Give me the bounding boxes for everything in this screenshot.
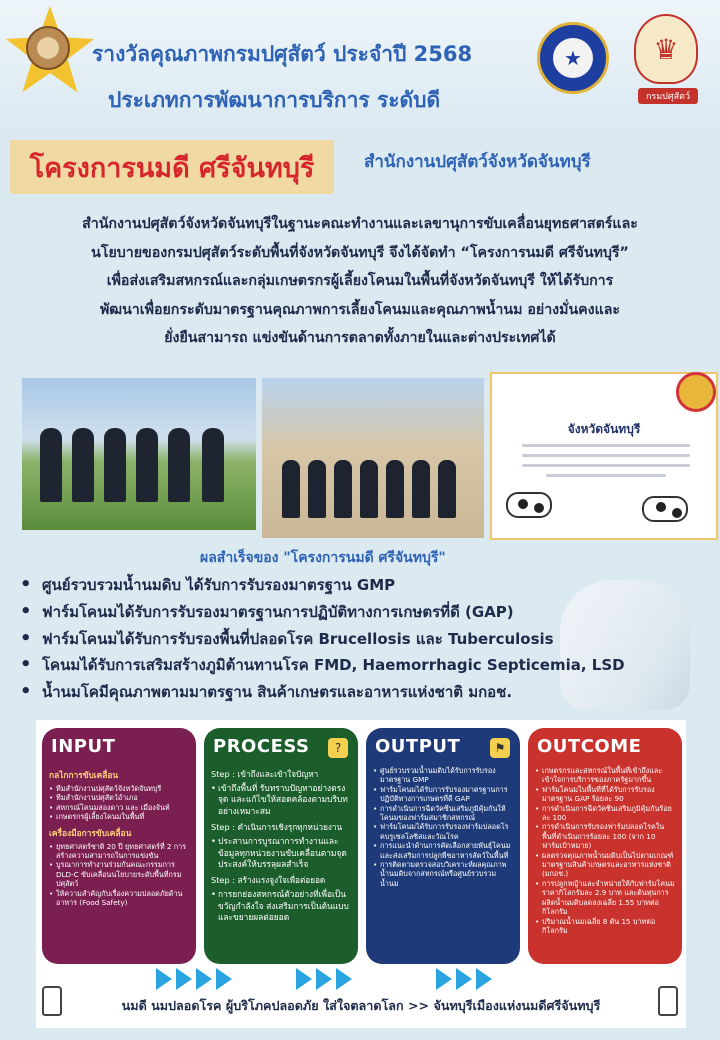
ceremony-photo: [262, 378, 484, 538]
certificate-text-line: [522, 444, 690, 447]
list-item: • เข้าถึงพื้นที่ รับทราบปัญหาอย่างตรงจุด และแก้ไขให้สอดคล้องตามบริบทอย่างเหมาะสม: [211, 783, 351, 817]
input-section-heading: เครื่องมือการขับเคลื่อน: [49, 827, 132, 838]
award-category: ประเภทการพัฒนาการบริการ ระดับดี: [108, 88, 441, 112]
process-title: PROCESS: [213, 736, 310, 757]
list-item: • ฟาร์มโคนมได้รับการรับรองมาตรฐานการปฏิบัติทางการเกษตรที่ดี GAP: [373, 785, 513, 804]
qa-icon: ?: [328, 738, 348, 758]
chevron-right-icon: [196, 968, 212, 990]
process-step: Step : สร้างแรงจูงใจเพื่อต่อยอด: [211, 875, 326, 886]
person-figure: [438, 460, 456, 518]
list-item: • ปริมาณน้ำนมเฉลี่ย 8 ตัน 15 บาทต่อกิโลกรัม: [535, 917, 675, 936]
person-figure: [40, 428, 62, 502]
cow-icon: [506, 492, 552, 518]
list-item: • สหกรณ์โคนมสองดาว และ เมืองจันท์: [49, 803, 189, 812]
list-item: • ฟาร์มโคนมได้รับการรับรองฟาร์มปลอดโรคบรูเซลโลซิสและวัณโรค: [373, 822, 513, 841]
flow-panel: [36, 720, 686, 1028]
input-section-heading: กลไกการขับเคลื่อน: [49, 770, 119, 780]
list-item: • เกษตรกรและสหกรณ์ในพื้นที่เข้าถึงและเข้าใจการบริการของภาครัฐมากขึ้น: [535, 766, 675, 785]
list-item: • ฟาร์มโคนมได้รับการรับรองพื้นที่ปลอดโรค Brucellosis และ Tuberculosis: [14, 626, 714, 653]
list-item: • ทีมสำนักงานปศุสัตว์จังหวัดจันทบุรี: [49, 784, 189, 793]
list-item: • ยุทธศาสตร์ชาติ 20 ปี ยุทธศาสตร์ที่ 2 การสร้างความสามารถในการแข่งขัน: [49, 842, 189, 861]
dld-emblem-icon: ★: [537, 22, 609, 94]
person-figure: [282, 460, 300, 518]
chevron-right-icon: [216, 968, 232, 990]
list-item: • การยกย่องสหกรณ์ตัวอย่างที่เพื่อเป็นขวัญกำลังใจ ส่งเสริมการเป็นต้นแบบและขยายผลต่อยอด: [211, 889, 351, 923]
input-list: [49, 784, 189, 822]
slogan: นมดี นมปลอดโรค ผู้บริโภคปลอดภัย ใส่ใจตลาดโลก >> จันทบุรีเมืองแห่งนมดีศรีจันทบุรี: [121, 998, 601, 1013]
process-step-list: [211, 836, 351, 870]
intro-line: เพื่อส่งเสริมสหกรณ์และกลุ่มเกษตรกรผู้เลี้ยงโคนมในพื้นที่จังหวัดจันทบุรี ให้ได้รับการ: [106, 273, 614, 289]
person-figure: [334, 460, 352, 518]
list-item: • การดำเนินการฉีดวัคซีนเสริมภูมิคุ้มกันให้โคนมของฟาร์มสมาชิกสหกรณ์: [373, 804, 513, 823]
chevron-right-icon: [476, 968, 492, 990]
output-list: [373, 766, 513, 888]
person-figure: [104, 428, 126, 502]
list-item: • น้ำนมโคมีคุณภาพตามมาตรฐาน สินค้าเกษตรและอาหารแห่งชาติ มกอช.: [14, 679, 714, 706]
list-item: • การดำเนินการรับรองฟาร์มปลอดโรคในพื้นที่ดำเนินการร้อยละ 100 (จาก 10 ฟาร์มเป้าหมาย): [535, 822, 675, 850]
department-emblem-icon: ♛: [634, 14, 698, 84]
award-title: รางวัลคุณภาพกรมปศุสัตว์ ประจำปี 2568: [92, 42, 473, 66]
chevron-right-icon: [336, 968, 352, 990]
output-title: OUTPUT: [375, 736, 461, 757]
list-item: • โคนมได้รับการเสริมสร้างภูมิต้านทานโรค FMD, Haemorrhagic Septicemia, LSD: [14, 652, 714, 679]
chevron-right-icon: [156, 968, 172, 990]
department-logo-caption: กรมปศุสัตว์: [638, 88, 698, 104]
list-item: • การปลูกหญ้าและจำหน่ายให้กับฟาร์มโคนม ราคากิโลกรัมละ 2.9 บาท และต้นทุนการผลิตน้ำนมดิบลดลงเฉลี่ย 1.55 บาทต่อกิโลกรัม: [535, 879, 675, 917]
certificate-title: จังหวัดจันทบุรี: [567, 422, 641, 436]
chevron-right-icon: [176, 968, 192, 990]
list-item: • ให้ความสำคัญกับเรื่องความปลอดภัยด้านอาหาร (Food Safety): [49, 889, 189, 908]
project-name-box: [10, 140, 334, 194]
input-list: [49, 842, 189, 908]
person-figure: [202, 428, 224, 502]
cow-icon: [642, 496, 688, 522]
project-name: โครงการนมดี ศรีจันทบุรี: [29, 152, 315, 184]
process-card: [204, 728, 358, 964]
list-item: • การดำเนินการฉีดวัคซีนเสริมภูมิคุ้มกันร้อยละ 100: [535, 804, 675, 823]
person-figure: [360, 460, 378, 518]
input-title: INPUT: [51, 736, 116, 757]
intro-paragraph: [14, 210, 706, 353]
list-item: • ฟาร์มโคนมได้รับการรับรองมาตรฐานการปฏิบัติทางการเกษตรที่ดี (GAP): [14, 599, 714, 626]
list-item: • ประสานการบูรณาการทำงานและข้อมูลทุกหน่วยงานขับเคลื่อนตามจุดประสงค์ให้บรรลุผลสำเร็จ: [211, 836, 351, 870]
achievements-title: ผลสำเร็จของ "โครงการนมดี ศรีจันทบุรี": [200, 550, 446, 566]
chevron-right-icon: [436, 968, 452, 990]
person-figure: [72, 428, 94, 502]
list-item: • การติดตามตรวจสอบวิเคราะห์ผลคุณภาพน้ำนมดิบจากสหกรณ์หรือศูนย์รวบรวมน้ำนม: [373, 860, 513, 888]
office-seal-icon: [26, 26, 70, 70]
list-item: • ศูนย์รวบรวมน้ำนมดิบ ได้รับการรับรองมาตรฐาน GMP: [14, 572, 714, 599]
map-pin-icon: ⚑: [490, 738, 510, 758]
list-item: • การแนะนำด้านการคัดเลือกสายพันธุ์โคนมและส่งเสริมการปลูกพืชอาหารสัตว์ในพื้นที่: [373, 841, 513, 860]
chevron-right-icon: [296, 968, 312, 990]
output-card: [366, 728, 520, 964]
list-item: • ศูนย์รวบรวมน้ำนมดิบได้รับการรับรองมาตรฐาน GMP: [373, 766, 513, 785]
person-figure: [308, 460, 326, 518]
chevron-right-icon: [456, 968, 472, 990]
outcome-title: OUTCOME: [537, 736, 642, 757]
list-item: • ฟาร์มโคนมในพื้นที่ที่ได้รับการรับรองมาตรฐาน GAP ร้อยละ 90: [535, 785, 675, 804]
field-photo: [22, 378, 256, 530]
certificate-text-line: [522, 464, 690, 467]
list-item: • บูรณาการทำงานร่วมกันคณะกรรมการ DLD-C ขับเคลื่อนนโยบายระดับพื้นที่กรมปศุสัตว์: [49, 860, 189, 888]
person-figure: [412, 460, 430, 518]
process-step: Step : เข้าถึงและเข้าใจปัญหา: [211, 769, 319, 779]
certificate-text-line: [522, 454, 690, 457]
chevron-right-icon: [316, 968, 332, 990]
intro-line: ยั่งยืนสามารถ แข่งขันด้านการตลาดทั้งภายในและต่างประเทศได้: [164, 330, 556, 346]
person-figure: [136, 428, 158, 502]
outcome-card: [528, 728, 682, 964]
outcome-list: [535, 766, 675, 935]
medal-icon: [676, 372, 716, 412]
intro-line: พัฒนาเพื่อยกระดับมาตรฐานคุณภาพการเลี้ยงโคนมและคุณภาพน้ำนม อย่างมั่นคงและ: [99, 301, 621, 318]
process-step: Step : ดำเนินการเชิงรุกทุกหน่วยงาน: [211, 822, 343, 833]
achievements-list: [14, 572, 714, 706]
list-item: • ผลตรวจคุณภาพน้ำนมดิบเป็นไปตามเกณฑ์มาตรฐานสินค้าเกษตรและอาหารแห่งชาติ (มกอช.): [535, 851, 675, 879]
certificate-text-line: [546, 474, 666, 477]
process-step-list: [211, 889, 351, 923]
department-logo: [622, 14, 710, 106]
person-figure: [168, 428, 190, 502]
input-card: [42, 728, 196, 964]
intro-line: นโยบายของกรมปศุสัตว์ระดับพื้นที่จังหวัดจันทบุรี จึงได้จัดทำ “โครงการนมดี ศรีจันทบุรี”: [91, 244, 629, 261]
list-item: • เกษตรกรผู้เลี้ยงโคนมในพื้นที่: [49, 812, 189, 821]
intro-line: สำนักงานปศุสัตว์จังหวัดจันทบุรีในฐานะคณะทำงานและเลขานุการขับเคลื่อนยุทธศาสตร์และ: [82, 216, 638, 232]
office-name: สำนักงานปศุสัตว์จังหวัดจันทบุรี: [364, 152, 591, 172]
list-item: • ทีมสำนักงานปศุสัตว์อำเภอ: [49, 793, 189, 802]
person-figure: [386, 460, 404, 518]
flow-arrows: [36, 968, 686, 990]
process-step-list: [211, 783, 351, 817]
